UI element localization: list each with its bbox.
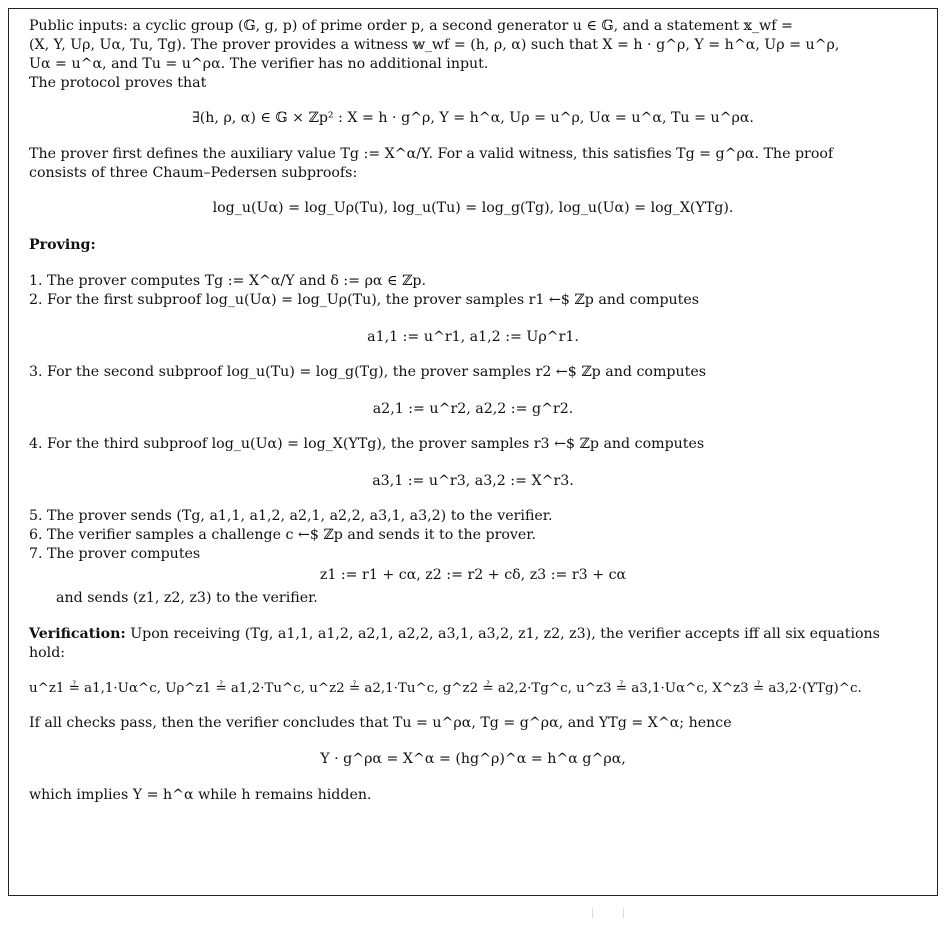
protocol-box — [8, 8, 938, 896]
verification-line-2: hold: — [29, 645, 66, 661]
conclusion-equation: Y · g^ρα = X^α = (hg^ρ)^α = h^α g^ρα, — [320, 751, 626, 767]
step-2: 2. For the first subproof log_u(Uα) = log_Uρ(Tu), the prover samples r1 ←$ ℤp and computes — [29, 292, 700, 308]
step-7: 7. The prover computes — [29, 546, 201, 562]
final-line: which implies Y = h^α while h remains hidden. — [29, 787, 372, 803]
verification-equations: u^z1 ≟ a1,1·Uα^c, Uρ^z1 ≟ a1,2·Tu^c, u^z2 ≟ a2,1·Tu^c, g^z2 ≟ a2,2·Tg^c, u^z3 ≟ a3,1·Uα^c, X^z3 ≟ a3,2·(YTg)^c. — [29, 681, 862, 696]
proving-heading: Proving: — [29, 237, 96, 253]
step-4-equation: a3,1 := u^r3, a3,2 := X^r3. — [372, 473, 574, 489]
aux-line-1: The prover first defines the auxiliary value Tg := X^α/Y. For a valid witness, this satisfies Tg = g^ρα. The proof — [29, 146, 834, 162]
page-footer-mark — [592, 908, 624, 918]
intro-line-1: Public inputs: a cyclic group (𝔾, g, p) of prime order p, a second generator u ∈ 𝔾, and a statement 𝕩_wf = — [29, 18, 793, 34]
aux-line-2: consists of three Chaum–Pedersen subproofs: — [29, 165, 358, 181]
step-7-continuation: and sends (z1, z2, z3) to the verifier. — [56, 590, 318, 606]
step-5: 5. The prover sends (Tg, a1,1, a1,2, a2,1, a2,2, a3,1, a3,2) to the verifier. — [29, 508, 553, 524]
intro-line-3: Uα = u^α, and Tu = u^ρα. The verifier has no additional input. — [29, 56, 489, 72]
conclusion-line: If all checks pass, then the verifier concludes that Tu = u^ρα, Tg = g^ρα, and YTg = X^α; hence — [29, 715, 732, 731]
subproofs-equation: log_u(Uα) = log_Uρ(Tu), log_u(Tu) = log_g(Tg), log_u(Uα) = log_X(YTg). — [212, 200, 734, 216]
step-2-equation: a1,1 := u^r1, a1,2 := Uρ^r1. — [367, 329, 579, 345]
step-3-equation: a2,1 := u^r2, a2,2 := g^r2. — [372, 401, 574, 417]
verification-text: Upon receiving (Tg, a1,1, a1,2, a2,1, a2,2, a3,1, a3,2, z1, z2, z3), the verifier accepts iff all six equations — [130, 626, 880, 642]
verification-line-1 — [29, 625, 925, 644]
intro-line-4: The protocol proves that — [29, 75, 207, 91]
verification-heading: Verification: — [29, 626, 126, 642]
step-1: 1. The prover computes Tg := X^α/Y and δ := ρα ∈ ℤp. — [29, 273, 426, 289]
step-4: 4. For the third subproof log_u(Uα) = log_X(YTg), the prover samples r3 ←$ ℤp and computes — [29, 436, 705, 452]
statement-equation: ∃(h, ρ, α) ∈ 𝔾 × ℤp² : X = h · g^ρ, Y = h^α, Uρ = u^ρ, Uα = u^α, Tu = u^ρα. — [192, 110, 754, 126]
step-3: 3. For the second subproof log_u(Tu) = log_g(Tg), the prover samples r2 ←$ ℤp and computes — [29, 364, 707, 380]
step-7-equation: z1 := r1 + cα, z2 := r2 + cδ, z3 := r3 + cα — [319, 567, 627, 583]
intro-line-2: (X, Y, Uρ, Uα, Tu, Tg). The prover provides a witness 𝕨_wf = (h, ρ, α) such that X = h · g^ρ, Y = h^α, Uρ = u^ρ, — [29, 37, 840, 53]
step-6: 6. The verifier samples a challenge c ←$ ℤp and sends it to the prover. — [29, 527, 537, 543]
